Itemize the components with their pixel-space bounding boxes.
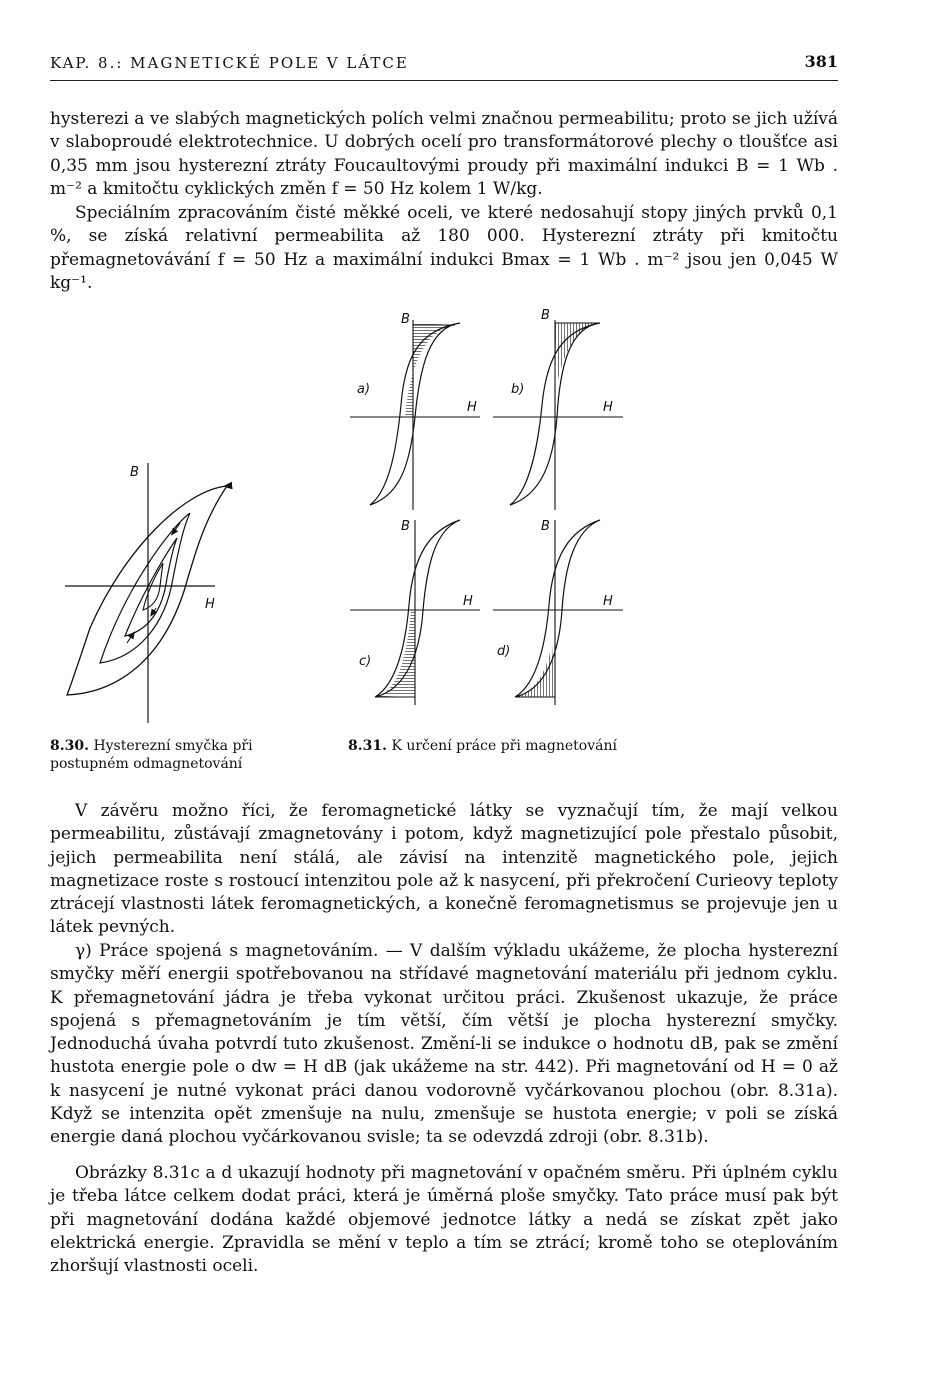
- panel-d-h: H: [603, 594, 613, 609]
- panel-a-label: a): [357, 382, 371, 397]
- paragraph-5: Obrázky 8.31c a d ukazují hodnoty při magnetování v opačném směru. Při úplném cyklu je třeba látce celkem dodat práci, která je úměrná ploše smyčky. Tato práce musí pak být při magnetování dodána každé objemové jednotce látky a nedá se získat zpět jako elektrická energie. Zpravidla se mění v teplo a tím se ztrácí; kromě toho se oteplováním zhoršují vlastnosti oceli.: [50, 1163, 838, 1277]
- paragraph-3: V závěru možno říci, že feromagnetické látky se vyznačují tím, že mají velkou permeabilitu, zůstávají zmagnetovány i potom, když magnetizující pole přestalo působit, jejich permeabilita není stálá, ale závisí na intenzitě magnetického pole, jejich magnetizace roste s rostoucí intenzitou pole až k nasycení, při překročení Curieovy teploty ztrácejí vlastnosti látek feromagnetických, a konečně feromagnetismus se projevuje jen u látek pevných.: [50, 801, 838, 938]
- caption-8-31-text: K určení práce při magnetování: [391, 738, 617, 754]
- figure-8-31-caption: [348, 737, 668, 755]
- figure-8-31: [335, 305, 655, 715]
- figure-8-30-caption: [50, 737, 320, 773]
- running-header: [50, 50, 838, 81]
- panel-b-label: b): [511, 382, 525, 397]
- panel-b-b: B: [541, 308, 550, 323]
- figure-8-30: [55, 458, 255, 728]
- panel-c: [350, 519, 480, 705]
- paragraph-1: hysterezi a ve slabých magnetických polích velmi značnou permeabilitu; proto se jich užívá v slaboproudé elektrotechnice. U dobrých ocelí pro transformátorové plechy o tloušťce asi 0,35 mm jsou hysterezní ztráty Foucaultovými proudy při maximální indukci B = 1 Wb . m⁻² a kmitočtu cyklických změn f = 50 Hz kolem 1 W/kg.: [50, 109, 838, 199]
- caption-8-30-number: 8.30.: [50, 738, 89, 754]
- panel-a-h: H: [467, 400, 477, 415]
- panel-b: [493, 308, 623, 510]
- page-number: 381: [804, 52, 838, 71]
- caption-8-30-text: Hysterezní smyčka při postupném odmagnetování: [50, 738, 253, 772]
- panel-d: [493, 519, 623, 705]
- panel-a: [350, 312, 480, 510]
- caption-8-31-number: 8.31.: [348, 738, 387, 754]
- panel-d-label: d): [497, 644, 511, 659]
- panel-c-h: H: [463, 594, 473, 609]
- panel-a-b: B: [401, 312, 410, 327]
- panel-b-h: H: [603, 400, 613, 415]
- loop-outer: [67, 486, 227, 695]
- label-b: B: [130, 465, 139, 480]
- label-h: H: [205, 597, 215, 612]
- loop-2: [100, 513, 190, 663]
- paragraph-2: Speciálním zpracováním čisté měkké oceli, ve které nedosahují stopy jiných prvků 0,1 %, se získá relativní permeabilita až 180 000. Hysterezní ztráty při kmitočtu přemagnetovávání f = 50 Hz a maximální indukci Bmax = 1 Wb . m⁻² jsou jen 0,045 W kg⁻¹.: [50, 203, 838, 293]
- panel-d-b: B: [541, 519, 550, 534]
- panel-c-label: c): [359, 654, 372, 669]
- running-title: KAP. 8.: MAGNETICKÉ POLE V LÁTCE: [50, 54, 409, 72]
- panel-c-b: B: [401, 519, 410, 534]
- paragraph-4: γ) Práce spojená s magnetováním. — V dalším výkladu ukážeme, že plocha hysterezní smyčky měří energii spotřebovanou na střídavé magnetování materiálu při jednom cyklu. K přemagnetování jádra je třeba vykonat určitou práci. Zkušenost ukazuje, že práce spojená s přemagnetováním je tím větší, čím větší je plocha hysterezní smyčky. Jednoduchá úvaha potvrdí tuto zkušenost. Změní-li se indukce o hodnotu dB, pak se změní hustota energie pole o dw = H dB (jak ukážeme na str. 442). Při magnetování od H = 0 až k nasycení je nutné vykonat práci danou vodorovně vyčárkovanou plochou (obr. 8.31a). Když se intenzita opět zmenšuje na nulu, zmenšuje se hustota energie; v poli se získá energie daná plochou vyčárkovanou svisle; ta se odevzdá zdroji (obr. 8.31b).: [50, 941, 838, 1148]
